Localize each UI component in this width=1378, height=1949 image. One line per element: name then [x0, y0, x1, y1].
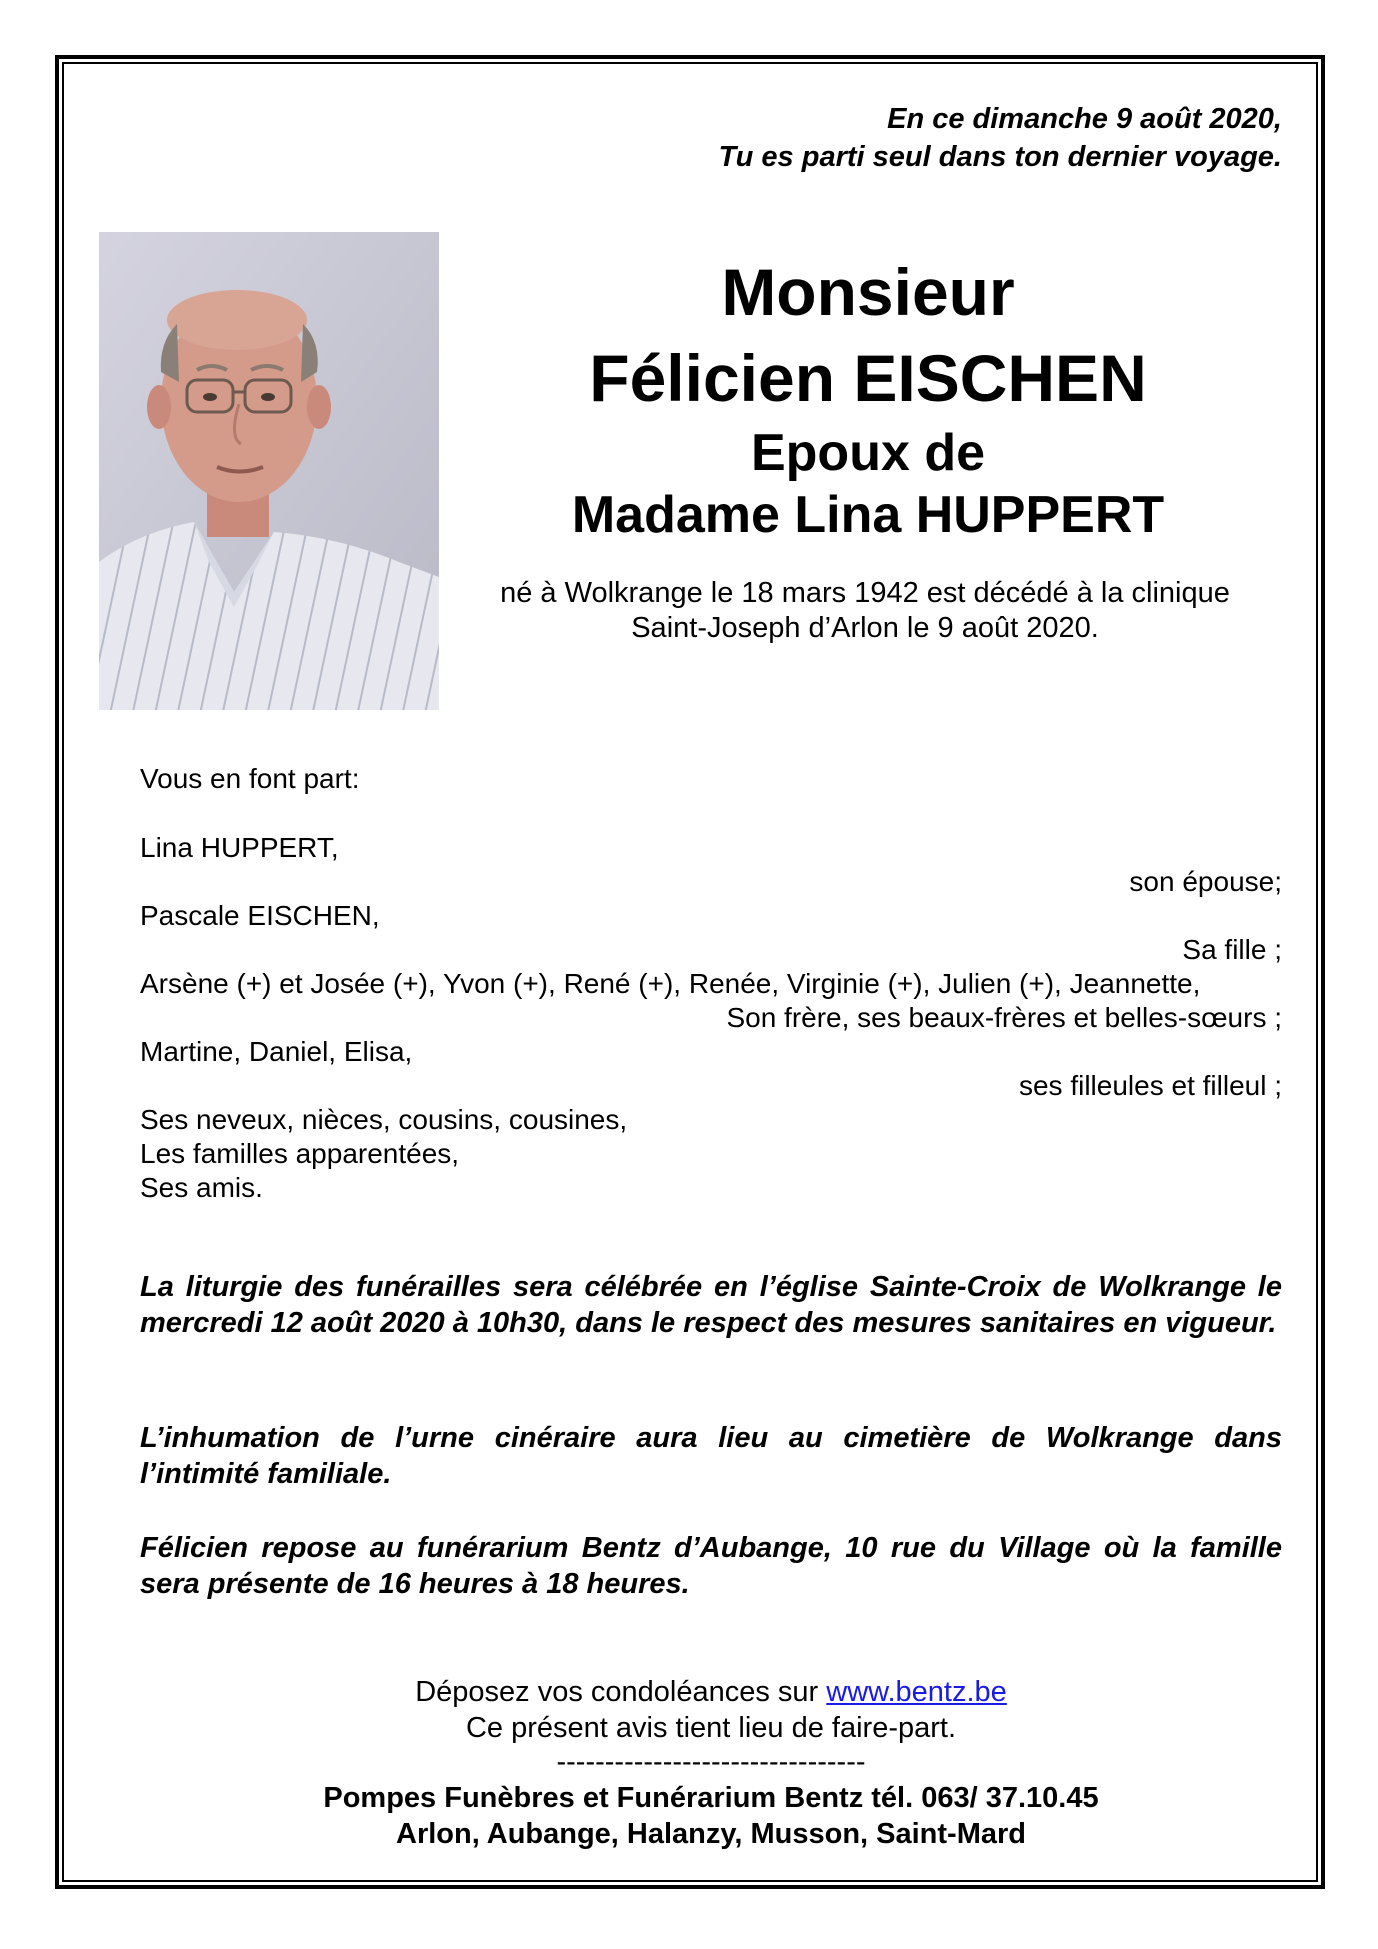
condolences-link[interactable]: www.bentz.be: [826, 1676, 1007, 1708]
liturgy-paragraph: La liturgie des funérailles sera célébrée en l’église Sainte-Croix de Wolkrange le mercredi 12 août 2020 à 10h30, dans le respect des mesures sanitaires en vigueur.: [140, 1271, 1282, 1339]
family-line: Les familles apparentées,: [140, 1138, 460, 1169]
family-line: Lina HUPPERT,: [140, 832, 339, 863]
rest-paragraph: Félicien repose au funérarium Bentz d’Aubange, 10 rue du Village où la famille sera présente de 16 heures à 18 heures.: [140, 1532, 1282, 1600]
portrait-illustration: [99, 232, 439, 710]
family-line: son épouse;: [1129, 866, 1282, 897]
spouse-name: Madame Lina HUPPERT: [571, 486, 1165, 544]
family-line: Son frère, ses beaux-frères et belles-sœurs ;: [726, 1002, 1282, 1033]
intro-line-2: Tu es parti seul dans ton dernier voyage.: [718, 141, 1282, 173]
title-monsieur: Monsieur: [721, 255, 1015, 329]
intro-line-1: En ce dimanche 9 août 2020,: [887, 103, 1282, 135]
family-line: Ses neveux, nièces, cousins, cousines,: [140, 1104, 628, 1135]
relation-label: Epoux de: [750, 424, 986, 482]
portrait-photo: [99, 232, 439, 710]
birth-death-info: [448, 576, 1282, 646]
family-line: Ses amis.: [140, 1172, 263, 1203]
family-line: Martine, Daniel, Elisa,: [140, 1036, 413, 1067]
company-info: Pompes Funèbres et Funérarium Bentz tél. 063/ 37.10.45: [323, 1782, 1099, 1814]
condolences-text: Déposez vos condoléances sur: [415, 1676, 827, 1708]
separator-line: --------------------------------: [556, 1746, 866, 1778]
family-intro: Vous en font part:: [140, 763, 360, 794]
company-locations: Arlon, Aubange, Halanzy, Musson, Saint-Mard: [396, 1818, 1026, 1850]
birth-line-2: Saint-Joseph d’Arlon le 9 août 2020.: [631, 612, 1099, 644]
family-line: Sa fille ;: [1182, 934, 1282, 965]
family-line: Arsène (+) et Josée (+), Yvon (+), René (+), Renée, Virginie (+), Julien (+), Jeannette,: [140, 968, 1201, 999]
condolences-line: [140, 1674, 1282, 1710]
family-line: ses filleules et filleul ;: [1018, 1070, 1282, 1101]
deceased-name: Félicien EISCHEN: [589, 341, 1147, 415]
burial-paragraph: L’inhumation de l’urne cinéraire aura lieu au cimetière de Wolkrange dans l’intimité familiale.: [140, 1422, 1282, 1490]
birth-line-1: né à Wolkrange le 18 mars 1942 est décédé à la clinique: [500, 577, 1230, 609]
intro-text: [382, 100, 1282, 176]
notice-line: Ce présent avis tient lieu de faire-part.: [465, 1712, 957, 1744]
family-line: Pascale EISCHEN,: [140, 900, 380, 931]
